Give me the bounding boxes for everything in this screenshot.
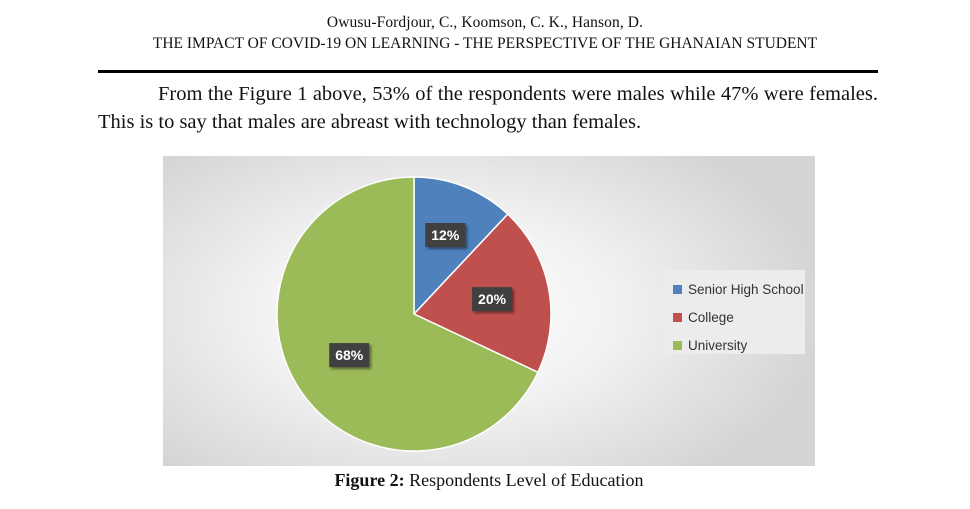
legend-item-college xyxy=(673,308,734,326)
figure-caption xyxy=(0,470,970,491)
legend-label: College xyxy=(688,309,734,325)
data-label-text: 20% xyxy=(478,291,507,308)
legend-item-university xyxy=(673,336,747,354)
legend-label: University xyxy=(688,337,748,353)
legend-swatch xyxy=(673,341,682,350)
paragraph-text: From the Figure 1 above, 53% of the respondents were males while 47% were females. This is to say that males are abreast with technology than females. xyxy=(98,83,878,133)
running-header-title: THE IMPACT OF COVID-19 ON LEARNING - THE PERSPECTIVE OF THE GHANAIAN STUDENT xyxy=(152,35,818,52)
pie-data-label xyxy=(472,287,512,311)
header-rule xyxy=(98,70,878,73)
chart-legend xyxy=(665,270,805,354)
figure-caption-text: Respondents Level of Education xyxy=(409,470,644,490)
running-header-authors: Owusu-Fordjour, C., Koomson, C. K., Hanson, D. xyxy=(326,14,644,31)
legend-swatch xyxy=(673,285,682,294)
legend-label: Senior High School xyxy=(688,281,804,297)
legend-swatch xyxy=(673,313,682,322)
body-paragraph xyxy=(98,80,878,136)
data-label-text: 68% xyxy=(335,347,364,364)
figure-caption-label: Figure 2: xyxy=(334,470,405,490)
data-label-text: 12% xyxy=(431,227,460,244)
legend-item-senior-high-school xyxy=(673,280,804,298)
pie-slices xyxy=(277,177,551,451)
pie-data-label xyxy=(425,223,465,247)
pie-chart-area xyxy=(163,156,815,466)
pie-data-label xyxy=(329,343,369,367)
